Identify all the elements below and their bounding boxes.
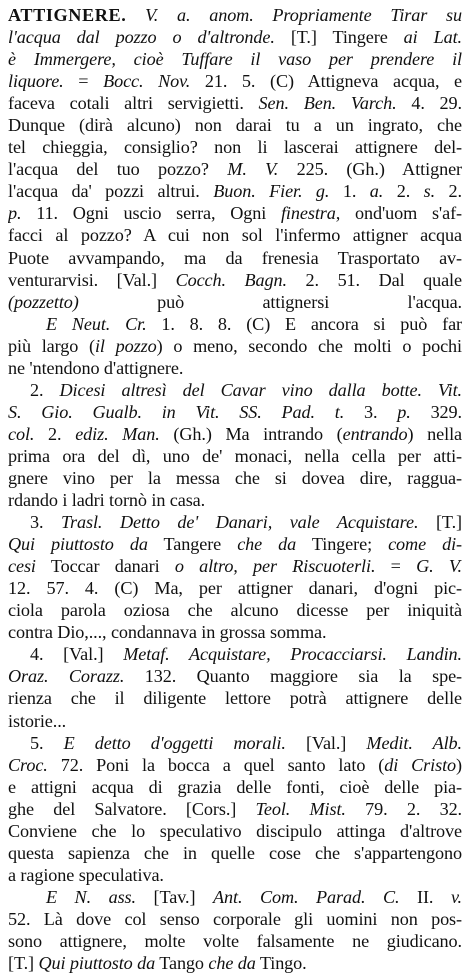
text-segment: più largo ( [8,335,95,356]
italic-text: Cr. [125,313,147,334]
text-line [8,599,462,621]
text-segment: 2. 51. Dal quale [286,269,462,290]
italic-text: come di- [388,534,462,555]
text-segment: [T.] [418,512,462,533]
text-line [8,26,462,48]
text-segment: 1. 8. 8. (C) E ancora si può far [146,313,462,334]
text-segment: 72. Poni la bocca a quel santo lato ( [47,754,385,775]
text-segment: e attigni acqua di grazia delle fonti, cioè delle pia- [8,776,462,797]
text-segment: [Val.] [285,732,367,753]
italic-text: il pozzo [94,335,157,356]
text-segment: l'acqua da' pozzi altrui. [8,181,214,202]
text-segment: contra Dio,..., condannava in grossa somma. [8,622,327,643]
text-line [8,776,462,798]
text-segment: 5. [30,732,64,753]
text-segment: [Tav.] [136,886,213,907]
text-segment: Tingo. [255,953,307,974]
text-segment: istorie... [8,710,67,731]
italic-text: Metaf. Acquistare, Procacciarsi. Landin. [123,644,462,665]
text-segment: ) nella [407,423,462,444]
text-segment: Toccar danari [35,556,175,577]
italic-text: p. [8,203,22,224]
text-segment: [T.] Tingere [274,27,404,48]
italic-text: Trasl. Detto de' Danari, vale Acquistare. [61,512,419,533]
text-line [8,445,462,467]
text-segment: a ragione speculativa. [8,864,164,885]
text-segment: tel chieggia, consiglio? non li lascerai attignere del- [8,137,462,158]
text-line [8,710,462,732]
text-segment: 79. 2. 32. [345,798,462,819]
text-segment: ciola parola oziosa che alcuno dicesse per iniquità [8,600,462,621]
text-segment: 4. 29. [396,93,462,114]
text-segment: Tangere [147,534,238,555]
italic-text: p. [397,401,411,422]
text-segment: 21. 5. (C) Attigneva acqua, e [190,71,462,92]
text-segment: = [375,556,417,577]
text-segment: 4. [Val.] [30,644,124,665]
italic-text: è Immergere, cioè Tuffare il vaso per prendere il [8,49,462,70]
italic-text: o altro, per Riscuoterli. [174,556,376,577]
text-segment: 2. [34,423,76,444]
text-segment: ghe del Salvatore. [Cors.] [8,798,256,819]
text-segment: l'acqua del tuo pozzo? [8,159,228,180]
text-line [8,202,462,224]
italic-text: che da [237,534,297,555]
italic-text: s. [423,181,436,202]
text-segment: [T.] [8,953,39,974]
italic-text: finestra, [280,203,341,224]
text-segment: prima ora del dì, uno de' monaci, nella cella per atti- [8,445,462,466]
text-segment: Puote avvampando, ma da frenesia Trasportato av- [8,247,462,268]
text-line [8,269,462,291]
text-line [8,732,462,754]
text-segment: = [63,71,104,92]
text-segment: 11. Ogni uscio serra, Ogni [21,203,281,224]
text-line [8,952,462,974]
text-segment: II. [399,886,451,907]
text-line [8,92,462,114]
text-line [8,687,462,709]
text-segment: ond'uom s'af- [340,203,462,224]
text-line [8,423,462,445]
text-line [8,798,462,820]
italic-text: che da [208,953,256,974]
italic-text: V. a. anom. Propriamente Tirar su [145,5,462,25]
text-segment: Conviene che lo speculativo discipulo attinga d'altrove [8,820,462,841]
italic-text: Cocch. Bagn. [175,269,287,290]
text-line [8,533,462,555]
text-segment: 2. [435,181,462,202]
dictionary-entry-attignere [8,4,462,974]
text-segment [126,5,145,25]
text-segment: 2. [383,181,424,202]
italic-text: v. [450,886,462,907]
text-segment: Tingere; [296,534,389,555]
italic-text: liquore. [8,71,64,92]
text-segment: ) [456,754,462,775]
text-segment: (Gh.) Ma intrando ( [159,423,343,444]
italic-text: Sen. Ben. Varch. [258,93,397,114]
italic-text: Dicesi altresì del Cavar vino dalla botte. Vit. [59,379,462,400]
text-line [8,401,462,423]
text-line [8,247,462,269]
text-segment: facci al pozzo? A cui non sol l'infermo attigner acqua [8,225,462,246]
italic-text: ediz. Man. [75,423,160,444]
text-line [8,665,462,687]
text-line [8,291,462,313]
italic-text: Oraz. Corazz. [8,666,125,687]
italic-text: cesi [8,556,36,577]
text-segment: 3. [30,512,62,533]
italic-text: M. V. [227,159,279,180]
italic-text: col. [8,423,35,444]
text-line [8,467,462,489]
text-line [8,842,462,864]
italic-text: di Cristo [384,754,457,775]
italic-text: Qui piuttosto da [8,534,148,555]
text-line [8,820,462,842]
text-line [8,864,462,886]
italic-text: Bocc. Nov. [103,71,191,92]
text-segment: 1. [329,181,370,202]
text-segment: ne 'ntendono d'attignere. [8,357,184,378]
text-segment: 329. [410,401,462,422]
text-segment: questa sapienza che in quelle cose che s'appartengono [8,842,462,863]
italic-text: Buon. Fier. g. [213,181,330,202]
text-line [8,335,462,357]
italic-text: ai Lat. [403,27,462,48]
text-line [8,70,462,92]
text-segment: faceva cotali altri servigietti. [8,93,259,114]
text-segment: 12. 57. 4. (C) Ma, per attigner danari, d'ogni pic- [8,578,462,599]
text-line [8,754,462,776]
text-segment: venturarvisi. [Val.] [8,269,176,290]
italic-text: E N. ass. [46,886,136,907]
text-line [8,930,462,952]
text-segment: rienza che il diligente lettore potrà attignere delle [8,688,462,709]
text-line [8,555,462,577]
text-segment: 52. Là dove col senso corporale gli uomini non pos- [8,908,462,929]
text-segment [110,314,125,334]
text-segment: Dunque (dirà alcuno) non darai tu a un ingrato, che [8,115,462,136]
italic-text: S. Gio. Gualb. in Vit. SS. Pad. t. [8,401,345,422]
italic-text: Ant. Com. Parad. C. [213,886,400,907]
text-line [8,643,462,665]
headword: ATTIGNERE. [8,5,127,25]
italic-text: l'acqua dal pozzo o d'altronde. [8,27,275,48]
italic-text: Teol. Mist. [255,798,346,819]
text-segment: rdando i ladri tornò in casa. [8,490,206,511]
text-line [8,4,462,26]
text-line [8,357,462,379]
text-line [8,48,462,70]
text-line [8,379,462,401]
text-line [8,577,462,599]
text-segment: ) o meno, secondo che molti o pochi [156,335,462,356]
italic-text: a. [369,181,384,202]
text-segment: sono attignere, molte volte falsamente ne giudicano. [8,930,462,951]
text-line [8,136,462,158]
text-line [8,621,462,643]
text-line [8,180,462,202]
italic-text: entrando [342,423,408,444]
text-segment: 2. [30,379,60,400]
text-line [8,489,462,511]
text-segment: può attignersi l'acqua. [78,291,462,312]
text-segment: 3. [344,401,398,422]
italic-text: Croc. [8,754,48,775]
text-line [8,224,462,246]
text-segment: Tango [155,953,209,974]
text-segment: gnere vino per la messa che si dovea dire, raggua- [8,467,462,488]
text-line [8,511,462,533]
italic-text: E detto d'oggetti morali. [63,732,286,753]
text-line [8,313,462,335]
text-segment: 132. Quanto maggiore sia la spe- [124,666,462,687]
text-line [8,908,462,930]
italic-text: Qui piuttosto da [38,953,156,974]
italic-text: (pozzetto) [8,291,79,312]
italic-text: G. V. [416,556,462,577]
text-line [8,886,462,908]
text-segment: 225. (Gh.) Attigner [278,159,462,180]
text-line [8,158,462,180]
italic-text: Medit. Alb. [366,732,462,753]
text-line [8,114,462,136]
italic-text: E Neut. [46,313,111,334]
